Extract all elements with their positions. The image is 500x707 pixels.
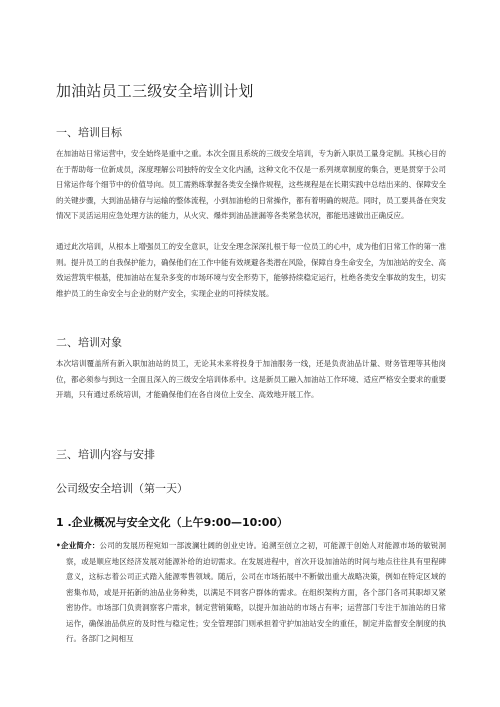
company-intro-paragraph [56,538,446,647]
item-heading-company-overview: 1 .企业概况与安全文化（上午9:00—10:00） [56,516,289,529]
intro-lead-label: 企业简介： [60,541,100,550]
bullet-marker: • [56,541,61,550]
section-heading-target: 二、培训对象 [56,336,122,349]
document-title: 加油站员工三级安全培训计划 [56,82,254,100]
intro-text: 公司的发展历程宛如一部波澜壮阔的创业史诗。追溯至创立之初，可能源于创始人对能源市场的敏锐洞察，或是顺应地区经济发展对能源补给的迫切需求。在发展进程中，首次开设加油站的时间与地点往往具有里程碑意义，这标志着公司正式踏入能源零售领域。随后，公司在市场拓展中不断做出重大战略决策，例如在特定区域的密集布局，或是开拓新的油品业务种类，以满足不同客户群体的需求。在组织架构方面，各个部门各司其职却又紧密协作。市场部门负责洞察客户需求，制定营销策略，以提升加油站的市场占有率；运营部门专注于加油站的日常运作，确保油品供应的及时性与稳定性；安全管理部门则承担着守护加油站安全的重任，制定并监督安全制度的执行。各部门之间相互 [66,541,447,643]
section-heading-goal: 一、培训目标 [56,126,122,139]
target-paragraph-1: 本次培训覆盖所有新入职加油站的员工，无论其未来将投身于加油服务一线，还是负责油品计量、财务管理等其他岗位，都必须参与到这一全面且深入的三级安全培训体系中。这是新员工融入加油站工作环境、适应严格安全要求的重要开端，只有通过系统培训，才能确保他们在各自岗位上安全、高效地开展工作。 [56,359,446,399]
goal-paragraph-1: 在加油站日常运营中，安全始终是重中之重。本次全面且系统的三级安全培训，专为新入职员工量身定制。其核心目的在于帮助每一位新成员，深度理解公司独特的安全文化内涵，这种文化不仅是一系列规章制度的集合，更是贯穿于公司日常运作每个细节中的价值导向。员工需熟练掌握各类安全操作规程，这些规程是在长期实践中总结出来的、保障安全的关键步骤，大到油品储存与运输的整体流程，小到加油枪的日常操作，都有着明确的规范。同时，员工要具备在突发情况下灵活运用应急处理方法的能力，从火灾、爆炸到油品泄漏等各类紧急状况，都能迅速做出正确反应。 [56,149,446,220]
section-heading-content: 三、培训内容与安排 [56,448,155,461]
subsection-heading-company-level: 公司级安全培训（第一天） [56,482,188,495]
goal-paragraph-2: 通过此次培训，从根本上增强员工的安全意识，让安全理念深深扎根于每一位员工的心中，成为他们日常工作的第一准则。提升员工的自我保护能力，确保他们在工作中能有效规避各类潜在风险，保障自身生命安全，为加油站的安全、高效运营筑牢根基，使加油站在复杂多变的市场环境与安全形势下，能够持续稳定运行，杜绝各类安全事故的发生，切实维护员工的生命安全与企业的财产安全，实现企业的可持续发展。 [56,242,446,298]
